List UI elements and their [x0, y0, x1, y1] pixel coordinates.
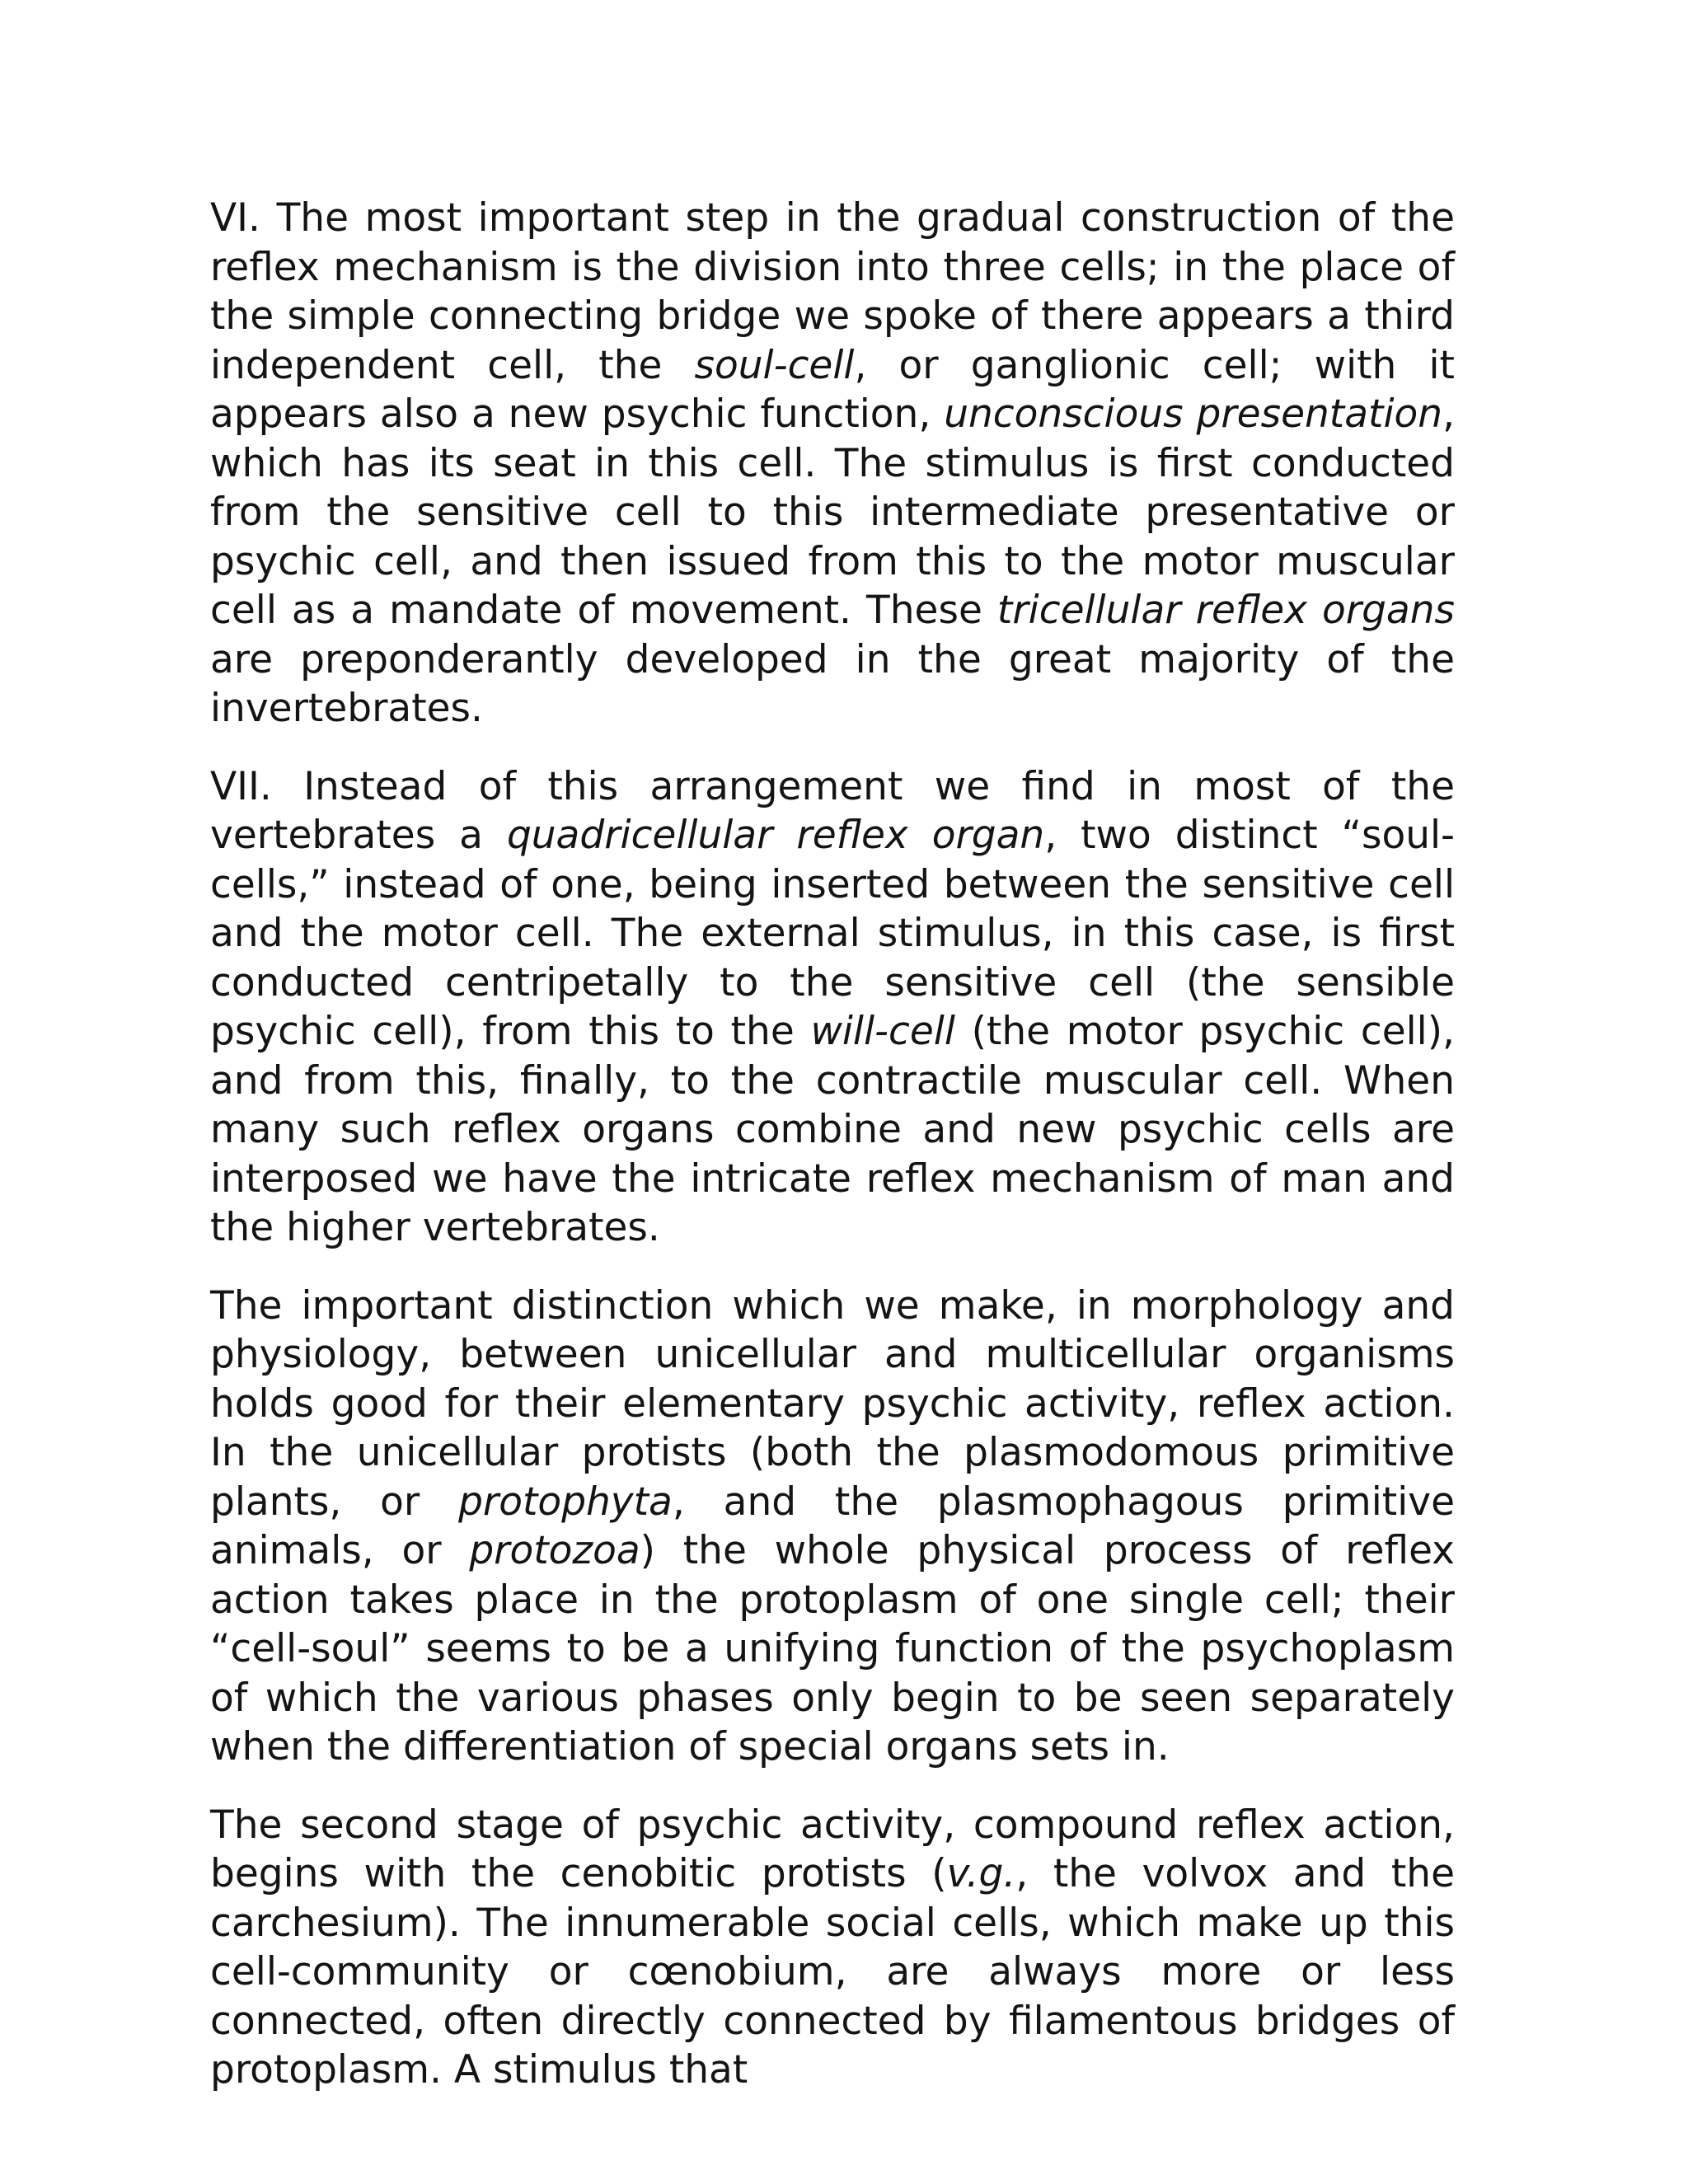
italic-term: protozoa	[469, 1528, 640, 1573]
text-span: , two distinct “soul-cells,” instead of one, being inserted between the sensitive cell and the motor cell. The external stimulus, in this case, is first conducted centripetally to the sensitive cell (the sensible psychic cell), from this to the	[210, 813, 1455, 1054]
text-span: ) the whole physical process of reflex action takes place in the protoplasm of one single cell; their “cell-soul” seems to be a unifying function of the psychoplasm of which the various phases only begin to be seen separately when the differentiation of special organs sets in.	[210, 1528, 1455, 1769]
text-span: , which has its seat in this cell. The stimulus is first conducted from the sensitive cell to this intermediate presentative or psychic cell, and then issued from this to the motor muscular cell as a mandate of movement. These	[210, 391, 1456, 633]
italic-term: soul-cell	[694, 342, 855, 388]
italic-term: protophyta	[458, 1479, 673, 1525]
paragraph-unicellular	[210, 1282, 1455, 1772]
document-page	[210, 194, 1455, 2124]
text-span: (the motor psychic cell), and from this, finally, to the contractile muscular cell. When many such reflex organs combine and new psychic cells are interposed we have the intricate reflex mechanism of man and the higher vertebrates.	[210, 1009, 1455, 1250]
text-span: , or ganglionic cell; with it appears also a new psychic function,	[210, 342, 1455, 437]
italic-term: will-cell	[810, 1009, 955, 1054]
text-span: , and the plasmophagous primitive animals, or	[210, 1479, 1455, 1573]
paragraph-vii	[210, 762, 1455, 1253]
italic-term: tricellular reflex organs	[996, 588, 1455, 633]
italic-term: v.g.	[946, 1851, 1016, 1896]
paragraph-vi	[210, 194, 1455, 733]
text-span: , the volvox and the carchesium). The innumerable social cells, which make up this cell-community or cœnobium, are always more or less connected, often directly connected by filamentous bridges of protoplasm. A stimulus that	[210, 1851, 1455, 2093]
text-span: The important distinction which we make, in morphology and physiology, between unicellular and multicellular organisms holds good for their elementary psychic activity, reflex action. In the unicellular protists (both the plasmodomous primitive plants, or	[210, 1282, 1455, 1525]
text-span: are preponderantly developed in the great majority of the invertebrates.	[210, 636, 1455, 731]
paragraph-second-stage	[210, 1801, 1455, 2095]
text-span: VII. Instead of this arrangement we find in most of the vertebrates a	[210, 763, 1455, 858]
italic-term: unconscious presentation	[944, 391, 1443, 437]
text-span: The second stage of psychic activity, compound reflex action, begins with the cenobitic protists (	[210, 1802, 1455, 1896]
text-span: VI. The most important step in the gradual construction of the reflex mechanism is the division into three cells; in the place of the simple connecting bridge we spoke of there appears a third independent cell, the	[210, 195, 1455, 388]
italic-term: quadricellular reflex organ	[506, 813, 1045, 858]
